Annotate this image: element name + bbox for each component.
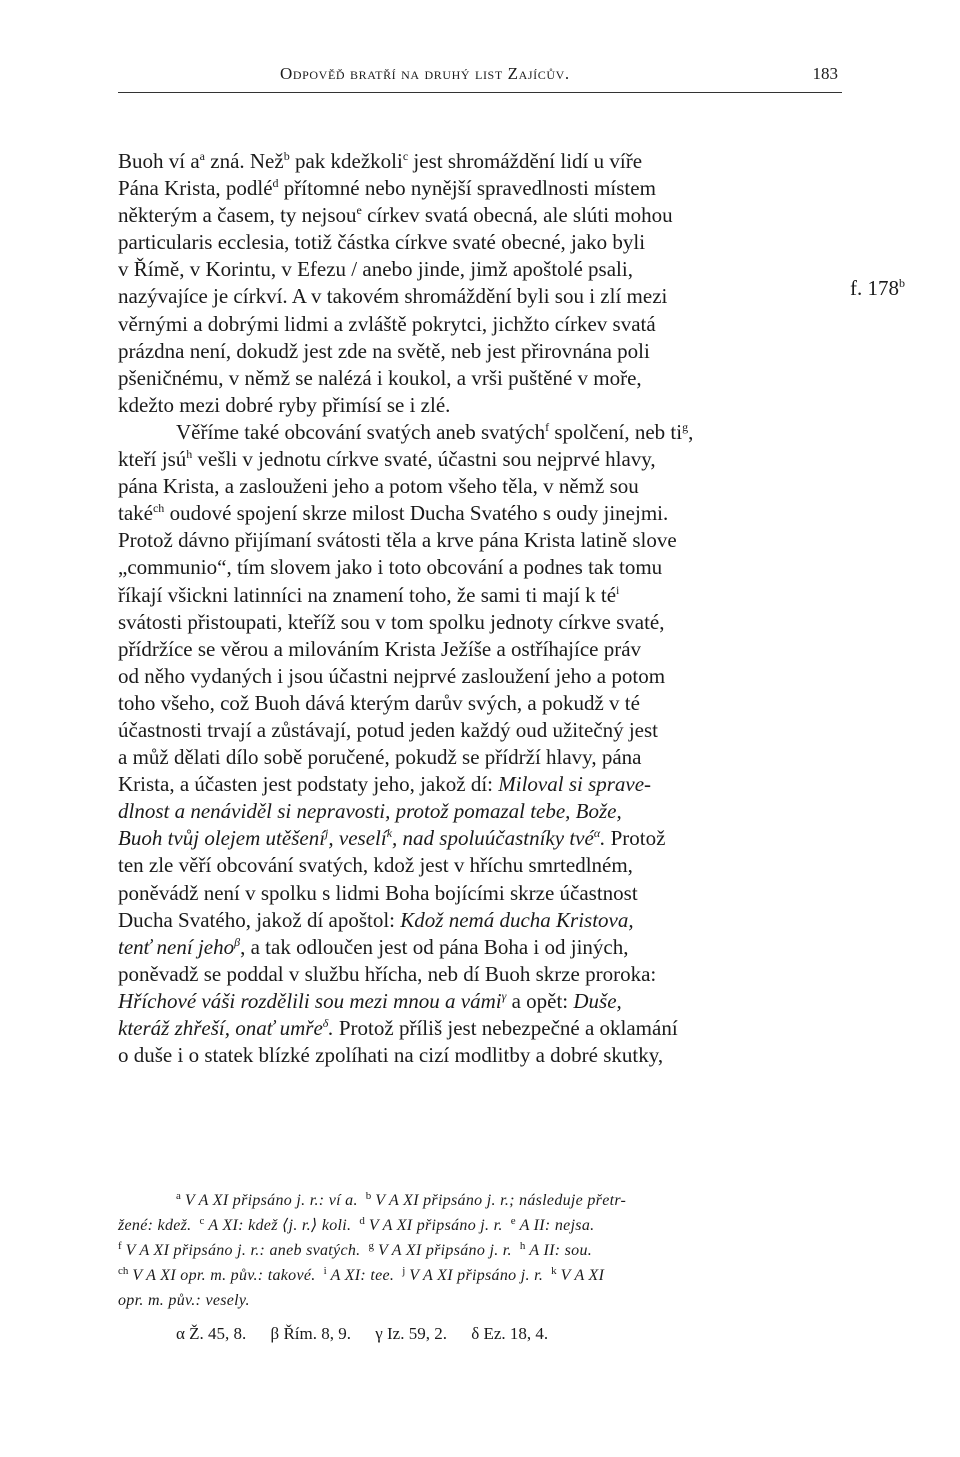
page-number: 183 <box>812 64 838 83</box>
text-line: particularis ecclesia, totiž částka církve svaté obecné, jako byli <box>118 230 646 255</box>
text-line: Pána Krista, podlé$^d$ přítomné nebo nynější spravedlnosti místem <box>118 176 656 201</box>
text-line: říkají všickni latinníci na znamení toho, že sami ti mají k $té^i$ <box>118 582 620 607</box>
text-line: některým a časem, ty nejsou$^e$ církev svatá obecná, ale slúti mohou <box>118 203 673 228</box>
reference-beta: β Řím. 8, 9. <box>270 1324 351 1343</box>
footnote-line: $^{ch}$ V A XI opr. m. pův.: takové. $^i$ A XI: tee. $^j$ V A XI připsáno j. r. $^k$ V A XI <box>118 1265 605 1284</box>
text-line: v Římě, v Korintu, v Efezu / anebo jinde, jimž apoštolé psali, <box>118 257 633 282</box>
text-line: Ducha Svatého, jakož dí apoštol: Kdož nemá ducha Kristova, <box>118 907 634 932</box>
footnote-line: žené: kdež. $^c$ A XI: kdež ⟨j. r.⟩ koli. $^d$ V A XI připsáno j. r. $^e$ A II: nejsa. <box>118 1215 595 1234</box>
text-line: pšeničnému, v němž se nalézá i koukol, a vrši puštěné v moře, <box>118 365 642 390</box>
text-line: svátosti přistoupati, kteříž sou v tom spolku jednoty církve svaté, <box>118 609 665 634</box>
apparatus-notes <box>118 1188 850 1346</box>
reference-alpha: α Ž. 45, 8. <box>176 1324 247 1343</box>
text-line: nazývajíce je církví. A v takovém shromáždění byli sou i zlí mezi <box>118 284 668 309</box>
text-line: kteří jsú$^h$ vešli v jednotu církve svaté, účastni sou nejprvé hlavy, <box>118 447 656 472</box>
header-rule <box>118 92 842 93</box>
text-line: kteráž zhřeší, onať umře$^\delta$. Protož příliš jest nebezpečné a oklamání <box>118 1016 678 1040</box>
text-line: věrnými a dobrými lidmi a zvláště pokrytci, jichžto církev svatá <box>118 311 656 336</box>
text-line: účastnosti trvají a zůstávají, potud jeden každý oud užitečný jest <box>118 717 659 742</box>
text-line: „communio“, tím slovem jako i toto obcování a podnes tak tomu <box>118 555 663 580</box>
text-line: od něho vydaných i jsou účastni nejprvé zasloužení jeho a potom <box>118 663 666 688</box>
text-line: Buoh ví $a^a$ zná. Než$^b$ pak kdežkoli$^c$ jest shromáždění lidí u víře <box>118 149 643 173</box>
text-line: toho všeho, což Buoh dává kterým darův svých, a pokudž v té <box>118 690 640 715</box>
text-line: pána Krista, a zaslouženi jeho a potom všeho těla, v němž sou <box>118 474 639 499</box>
footnote-line: $^f$ V A XI připsáno j. r.: aneb svatých. $^g$ V A XI připsáno j. r. $^h$ A II: sou. <box>118 1240 593 1259</box>
text-line: poněvádž není v spolku s lidmi Boha bojícími skrze účastnost <box>118 880 638 905</box>
text-line: kdežto mezi dobré ryby přimísí se i zlé. <box>118 392 451 417</box>
text-line: dlnost a nenáviděl si nepravosti, protož pomazal tebe, Bože, <box>118 799 622 824</box>
footnote-line: $^a$ V A XI připsáno j. r.: ví a. $^b$ V A XI připsáno j. r.; následuje přetr- <box>176 1190 627 1209</box>
text-line: Protož dávno přijímaní svátosti těla a krve pána Krista latině slove <box>118 528 677 553</box>
text-line: prázdna není, dokudž jest zde na světě, neb jest přirovnána poli <box>118 338 650 363</box>
reference-gamma: γ Iz. 59, 2. <box>375 1324 447 1343</box>
text-line: poněvadž se poddal v službu hřícha, neb dí Buoh skrze proroka: <box>118 961 657 986</box>
margin-folio-reference: f. 178$^b$ <box>850 276 905 300</box>
text-line: a můž dělati dílo sobě poručené, pokudž se přídrží hlavy, pána <box>118 745 642 770</box>
main-text <box>118 148 850 1069</box>
page-header <box>118 60 842 90</box>
footnote-line: opr. m. pův.: vesely. <box>118 1292 250 1309</box>
text-line: tenť není jeho$^\beta$, a tak odloučen jest od pána Boha i od jiných, <box>118 934 629 959</box>
text-line: Krista, a účasten jest podstaty jeho, jakož dí: Miloval si sprave- <box>118 772 652 797</box>
text-line: ten zle věří obcování svatých, kdož jest v hříchu smrtedlném, <box>118 853 633 878</box>
reference-delta: δ Ez. 18, 4. <box>471 1324 549 1343</box>
scripture-references <box>118 1321 850 1346</box>
text-line: Věříme také obcování svatých aneb svatých$^f$ spolčení, neb $ti^g$, <box>176 419 694 444</box>
text-line: Buoh tvůj olejem utěšení$^j$, veselí$^k$, nad spoluúčastníky tvé$^\alpha$. Protož <box>118 826 666 851</box>
text-line: také$^{ch}$ oudové spojení skrze milost Ducha Svatého s oudy jinejmi. <box>118 501 669 526</box>
text-line: Hříchové váši rozdělili sou mezi mnou a vámi$^\gamma$ a opět: Duše, <box>118 988 622 1013</box>
text-line: přídržíce se věrou a milováním Krista Ježíše a ostříhajíce práv <box>118 636 642 661</box>
running-title: Odpověď bratří na druhý list Zajícův. <box>280 64 570 83</box>
text-line: o duše i o statek blízké zpolíhati na cizí modlitby a dobré skutky, <box>118 1043 664 1068</box>
